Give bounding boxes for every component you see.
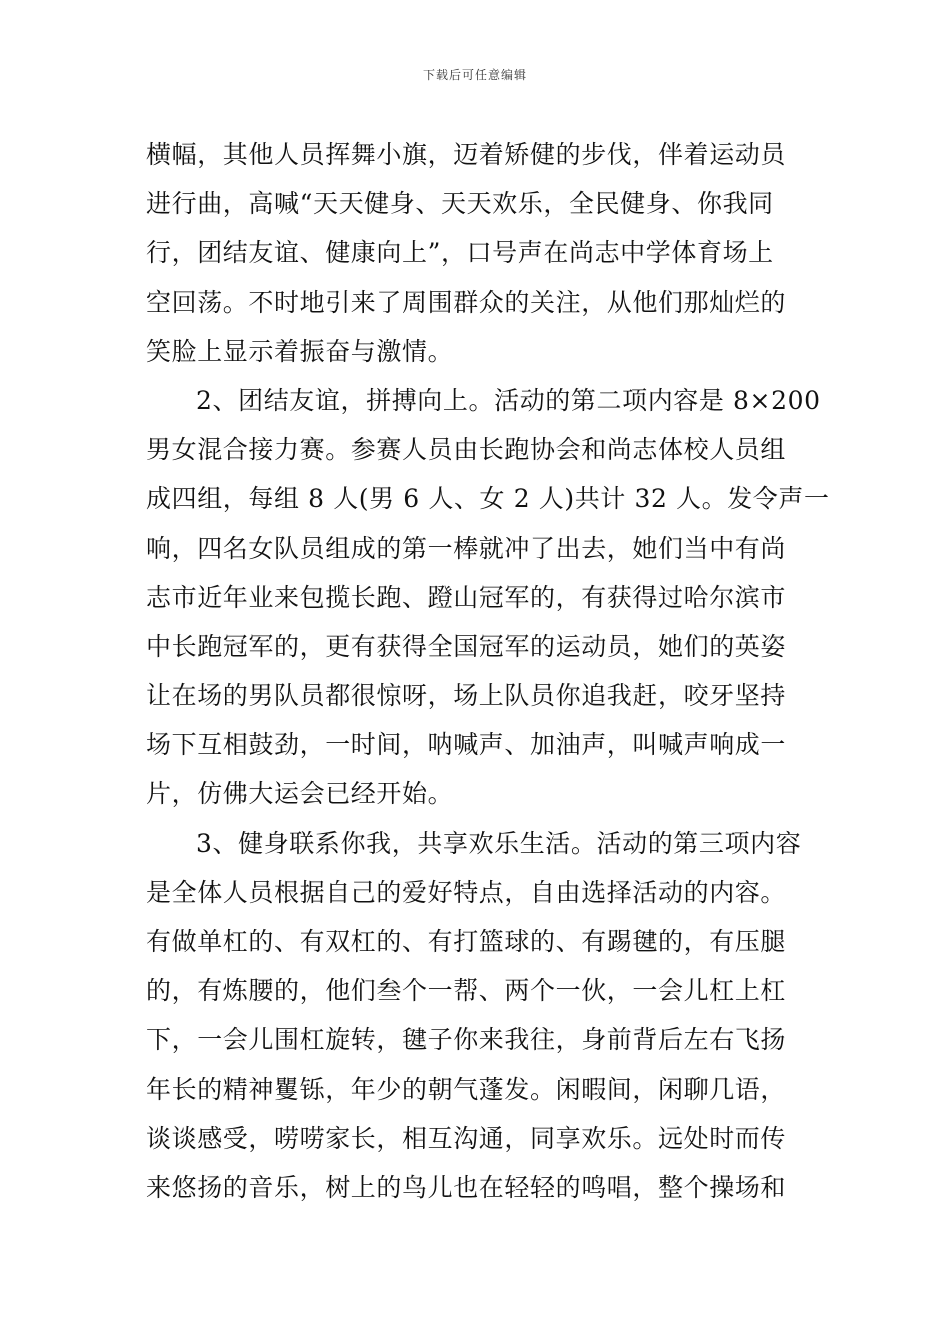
text-line: 下，一会儿围杠旋转，毽子你来我往，身前背后左右飞扬 [146, 1025, 787, 1055]
text-line: 3、健身联系你我，共享欢乐生活。活动的第三项内容 [196, 828, 802, 858]
text-line: 谈谈感受，唠唠家长，相互沟通，同享欢乐。远处时而传 [146, 1123, 787, 1153]
text-line: 让在场的男队员都很惊呀，场上队员你追我赶，咬牙坚持 [146, 681, 787, 711]
text-line: 的，有炼腰的，他们叁个一帮、两个一伙，一会儿杠上杠 [146, 976, 787, 1006]
text-line: 志市近年业来包揽长跑、蹬山冠军的，有获得过哈尔滨市 [146, 582, 787, 612]
text-line: 年长的精神矍铄，年少的朝气蓬发。闲暇间，闲聊几语， [146, 1074, 787, 1104]
text-line: 中长跑冠军的，更有获得全国冠军的运动员，她们的英姿 [146, 631, 787, 661]
text-line: 空回荡。不时地引来了周围群众的关注，从他们那灿烂的 [146, 287, 787, 317]
text-line: 横幅，其他人员挥舞小旗，迈着矫健的步伐，伴着运动员 [146, 140, 787, 169]
text-line: 响，四名女队员组成的第一棒就冲了出去，她们当中有尚 [146, 533, 787, 563]
text-line: 行，团结友谊、健康向上”，口号声在尚志中学体育场上 [146, 238, 774, 268]
text-line: 进行曲，高喊“天天健身、天天欢乐，全民健身、你我同 [146, 189, 774, 219]
text-line: 2、团结友谊，拼搏向上。活动的第二项内容是 8×200 [196, 385, 821, 415]
body-text [146, 130, 830, 1212]
text-line: 笑脸上显示着振奋与激情。 [146, 336, 454, 366]
text-line: 成四组，每组 8 人(男 6 人、女 2 人)共计 32 人。发令声一 [146, 484, 830, 514]
text-line: 男女混合接力赛。参赛人员由长跑协会和尚志体校人员组 [146, 435, 787, 465]
page-header-note: 下载后可任意编辑 [422, 68, 527, 82]
text-line: 场下互相鼓劲，一时间，呐喊声、加油声，叫喊声响成一 [146, 730, 787, 760]
text-line: 片，仿佛大运会已经开始。 [146, 779, 454, 809]
text-line: 是全体人员根据自己的爱好特点，自由选择活动的内容。 [146, 877, 787, 907]
text-line: 来悠扬的音乐，树上的鸟儿也在轻轻的鸣唱，整个操场和 [146, 1172, 787, 1202]
text-line: 有做单杠的、有双杠的、有打篮球的、有踢毽的，有压腿 [146, 927, 787, 956]
